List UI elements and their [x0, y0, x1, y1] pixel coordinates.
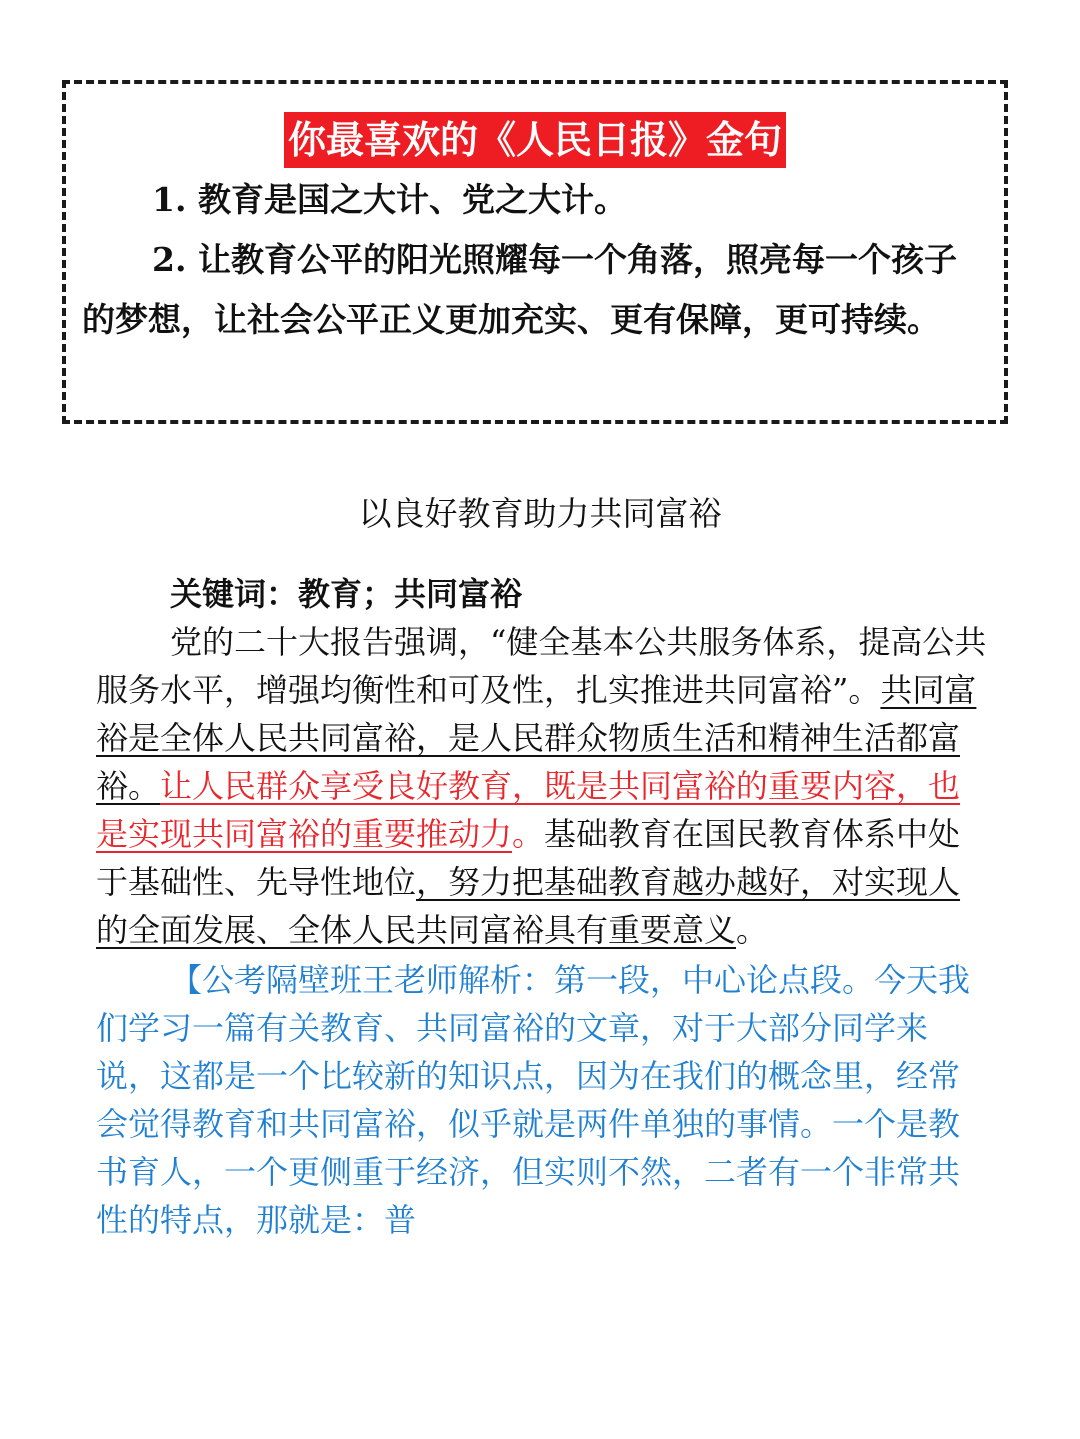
p1-sentence-4-end: 。: [736, 911, 769, 949]
quote-item-1: 1. 教育是国之大计、党之大计。: [152, 180, 627, 219]
article-keywords: 关键词：教育；共同富裕: [170, 575, 523, 613]
p1-sentence-3-end: 。: [512, 815, 545, 853]
teacher-analysis: 【公考隔壁班王老师解析：第一段，中心论点段。今天我们学习一篇有关教育、共同富裕的文章，对于大部分同学来说，这都是一个比较新的知识点，因为在我们的概念里，经常会觉得教育和共同富裕，似乎就是两件单独的事情。一个是教书育人，一个更侧重于经济，但实则不然，二者有一个非常共性的特点，那就是：普: [96, 961, 971, 1239]
p1-sentence-4a: 基础教育在国民教育体系中处于基础性、先导性地位: [96, 815, 961, 901]
p1-sentence-3-highlight: 让人民群众享受良好教育，既是共同富裕的重要内容，也是实现共同富裕的重要推动力: [96, 767, 961, 853]
golden-quote-box: [62, 80, 1008, 424]
p1-sentence-1: 党的二十大报告强调，“健全基本公共服务体系，提高公共服务水平，增强均衡性和可及性，扎实推进共同富裕”。: [96, 623, 987, 709]
article-title: 以良好教育助力共同富裕: [358, 494, 722, 533]
article-paragraph-1: [96, 618, 988, 954]
article-body: [96, 570, 988, 1244]
quote-box-title: 你最喜欢的《人民日报》金句: [284, 112, 786, 168]
quote-title-wrap: [66, 112, 1004, 168]
quote-item-2: 2. 让教育公平的阳光照耀每一个角落，照亮每一个孩子的梦想，让社会公平正义更加充实、更有保障，更可持续。: [82, 240, 957, 339]
p1-sentence-2: 共同富裕是全体人民共同富裕，是人民群众物质生活和精神生活都富裕。: [96, 671, 977, 805]
p1-sentence-4b: ，努力把基础教育越办越好，对实现人的全面发展、全体人民共同富裕具有重要意义: [96, 863, 961, 949]
